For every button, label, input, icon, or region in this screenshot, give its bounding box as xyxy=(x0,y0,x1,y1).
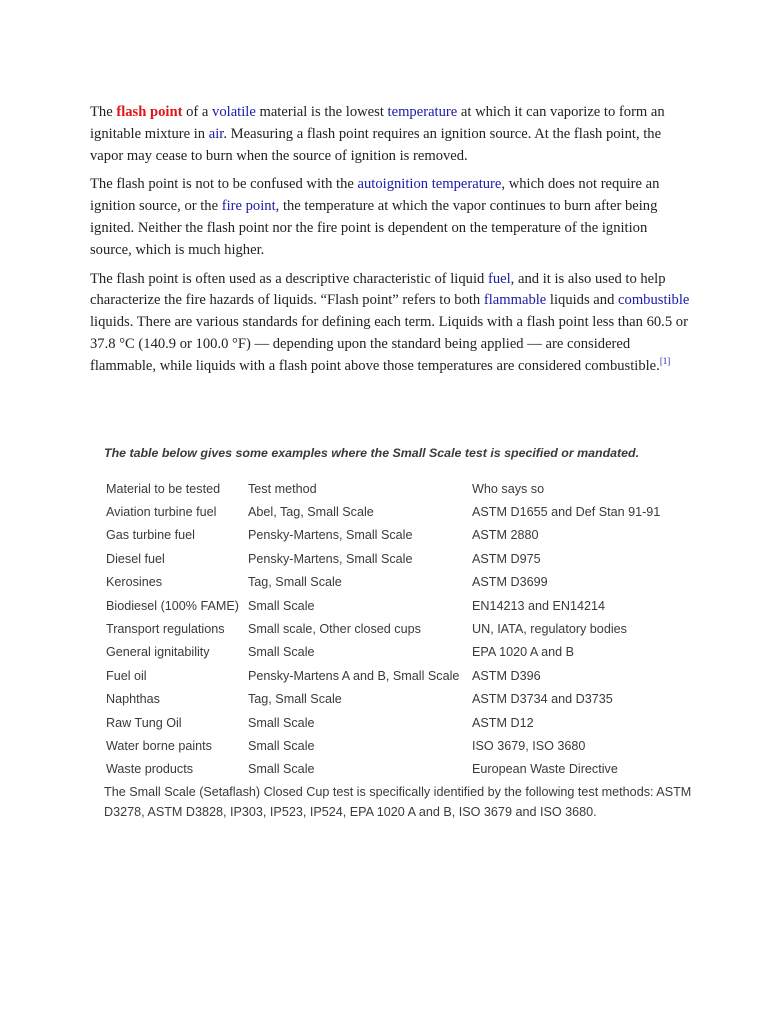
text-run: , the temperature at which the vapor continues to burn after being ignited. Neither the flash point nor the fire point is dependent on the temperature of the ignition source, which is much higher. xyxy=(90,198,658,258)
air-link[interactable]: air xyxy=(208,125,224,142)
table-footnote: The Small Scale (Setaflash) Closed Cup test is specifically identified by the following test methods: ASTM D3278, ASTM D3828, IP303, IP523, IP524, EPA 1020 A and B, ISO 3679 and ISO 3680. xyxy=(104,785,692,819)
text-run: The flash point is often used as a descriptive characteristic of liquid xyxy=(90,270,488,287)
material-cell: Raw Tung Oil xyxy=(106,715,182,730)
method-cell: Small Scale xyxy=(248,715,315,730)
table-body xyxy=(106,477,702,781)
authority-cell: ASTM D1655 and Def Stan 91-91 xyxy=(472,505,661,520)
table-caption: The table below gives some examples where the Small Scale test is specified or mandated. xyxy=(104,446,640,460)
table-row xyxy=(106,524,702,547)
table-row xyxy=(106,617,702,640)
authority-cell: ASTM D12 xyxy=(472,715,534,730)
test-methods-table xyxy=(106,477,702,781)
authority-cell: EPA 1020 A and B xyxy=(472,645,575,660)
method-cell: Small Scale xyxy=(248,762,315,777)
method-cell: Tag, Small Scale xyxy=(248,692,342,707)
material-cell: Diesel fuel xyxy=(106,551,165,566)
method-cell: Small Scale xyxy=(248,738,315,753)
authority-cell: ASTM 2880 xyxy=(472,528,539,543)
authority-cell: EN14213 and EN14214 xyxy=(472,598,606,613)
material-cell: Transport regulations xyxy=(106,622,225,637)
method-cell: Abel, Tag, Small Scale xyxy=(248,505,374,520)
text-run: liquids. There are various standards for defining each term. Liquids with a flash point less than 60.5 or 37.8 °C (140.9 or 100.0 °F) — depending upon the standard being applied — are considered flammable, while liquids with a flash point above those temperatures are considered combustible. xyxy=(90,314,688,374)
text-run: of a xyxy=(182,104,213,120)
table-row xyxy=(106,758,702,781)
method-cell: Pensky-Martens, Small Scale xyxy=(248,551,413,566)
material-cell: Waste products xyxy=(106,762,194,777)
text-run: at which it can vaporize to form an ignitable mixture in xyxy=(90,104,665,142)
material-cell: Fuel oil xyxy=(106,668,147,683)
authority-cell: ASTM D3734 and D3735 xyxy=(472,692,613,707)
table-row xyxy=(106,688,702,711)
fuel-link[interactable]: fuel xyxy=(487,270,511,287)
authority-cell: ASTM D3699 xyxy=(472,575,548,590)
material-cell: Aviation turbine fuel xyxy=(106,505,217,520)
method-cell: Tag, Small Scale xyxy=(248,575,342,590)
text-run: . Measuring a flash point requires an ignition source. At the flash point, the vapor may cease to burn when the source of ignition is removed. xyxy=(90,125,662,164)
volatile-link[interactable]: volatile xyxy=(212,104,256,120)
combustible-link[interactable]: combustible xyxy=(618,292,690,309)
table-row xyxy=(106,641,702,664)
reference-link[interactable]: [1] xyxy=(659,355,671,366)
table-row xyxy=(106,711,702,734)
text-run: , and it is also used to help characterize the fire hazards of liquids. “Flash point” refers to both xyxy=(90,270,666,309)
small-scale-table-section xyxy=(104,444,724,822)
text-run: , which does not require an ignition source, or the xyxy=(90,176,660,215)
method-cell: Pensky-Martens A and B, Small Scale xyxy=(248,668,460,683)
table-row xyxy=(106,734,702,757)
text-run: The flash point is not to be confused with the xyxy=(90,176,358,193)
authority-cell: ISO 3679, ISO 3680 xyxy=(472,738,586,753)
temperature-link[interactable]: temperature xyxy=(387,104,458,120)
material-cell: Biodiesel (100% FAME) xyxy=(106,598,239,613)
method-cell: Small Scale xyxy=(248,598,315,613)
text-run: liquids and xyxy=(546,292,619,309)
method-cell: Small Scale xyxy=(248,645,315,660)
paragraph-1 xyxy=(90,102,690,167)
flammable-link[interactable]: flammable xyxy=(483,292,547,309)
text-run: The xyxy=(90,104,117,120)
paragraph-2 xyxy=(90,174,690,261)
text-run: material is the lowest xyxy=(255,104,388,120)
article-body xyxy=(90,102,690,385)
table-row xyxy=(106,547,702,570)
header-cell-method: Test method xyxy=(248,481,317,496)
material-cell: Kerosines xyxy=(106,575,163,590)
material-cell: Water borne paints xyxy=(106,738,212,753)
header-cell-material: Material to be tested xyxy=(106,481,221,496)
method-cell: Pensky-Martens, Small Scale xyxy=(248,528,413,543)
material-cell: Gas turbine fuel xyxy=(106,528,195,543)
table-row xyxy=(106,664,702,687)
table-row xyxy=(106,500,702,523)
table-header-row xyxy=(106,477,702,500)
authority-cell: European Waste Directive xyxy=(472,762,618,777)
material-cell: Naphthas xyxy=(106,692,160,707)
table-row xyxy=(106,594,702,617)
material-cell: General ignitability xyxy=(106,645,210,660)
method-cell: Small scale, Other closed cups xyxy=(248,622,421,637)
autoignition-temperature-link[interactable]: autoignition temperature xyxy=(357,176,502,193)
paragraph-3 xyxy=(90,269,690,378)
fire-point-link[interactable]: fire point xyxy=(221,198,276,215)
header-cell-authority: Who says so xyxy=(472,481,545,496)
authority-cell: UN, IATA, regulatory bodies xyxy=(472,622,627,637)
authority-cell: ASTM D975 xyxy=(472,551,541,566)
authority-cell: ASTM D396 xyxy=(472,668,541,683)
flash-point-term: flash point xyxy=(116,104,183,120)
table-row xyxy=(106,571,702,594)
